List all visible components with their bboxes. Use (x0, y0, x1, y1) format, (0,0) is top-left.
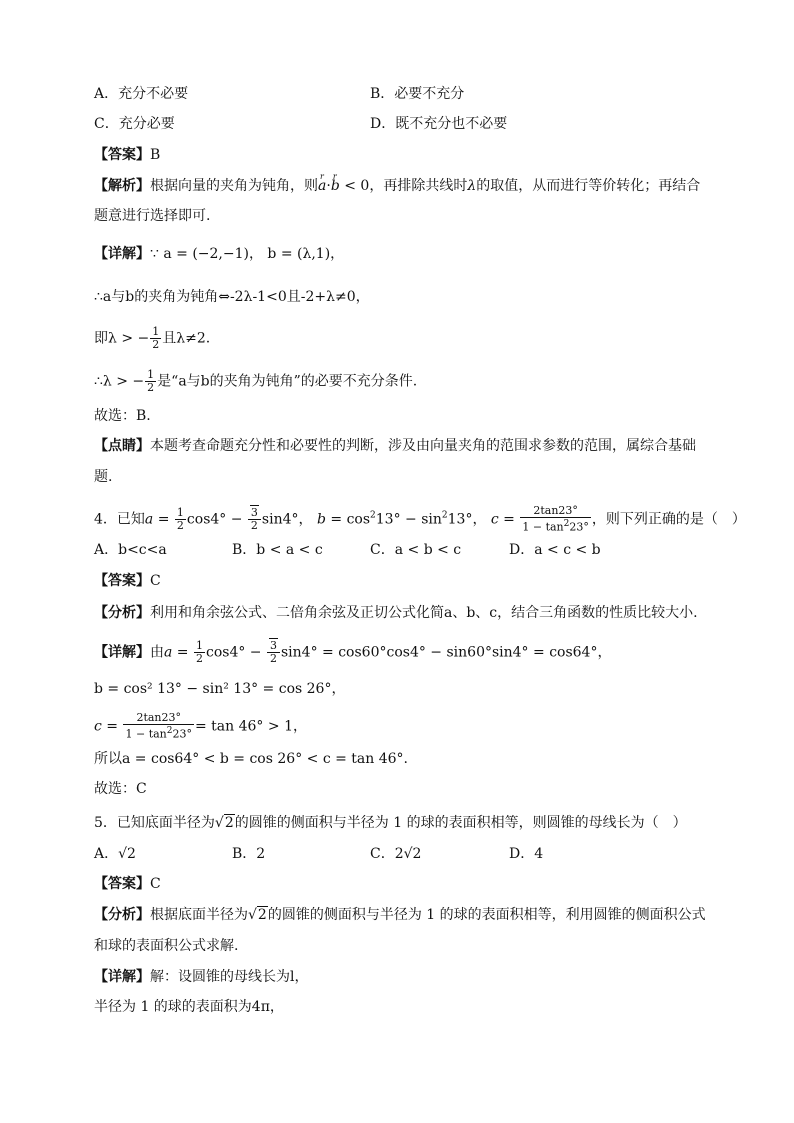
q3-answer-value: B (150, 147, 161, 163)
q5-analysis-tag: 【分析】 (94, 907, 150, 923)
q5-option-a: A．√2 (94, 846, 136, 862)
q3-detail-line-1: ∵ a = (−2,−1)， b = (λ,1)， (150, 246, 345, 262)
q3-option-a: A．充分不必要 (94, 86, 189, 102)
q4-detail-line-1-b: sin4° = cos60°cos4° − sin60°sin4° = cos64°， (281, 644, 612, 661)
q3-lambda: λ (467, 178, 477, 194)
q5-detail-line-1: 解：设圆锥的母线长为l， (150, 969, 309, 985)
q4-frac-sqrt3: $\frac{3}{2}$ (248, 507, 261, 532)
q5-analysis-line-2: 和球的表面积公式求解. (94, 938, 239, 954)
q3-comment-line-2: 题. (94, 469, 113, 485)
q5-analysis: 【分析】根据底面半径为√2的圆锥的侧面积与半径为 1 的球的表面积相等，利用圆锥的侧面积公式 (94, 907, 706, 923)
q3-vector-b: r b (331, 177, 340, 195)
q5-analysis-b: 的圆锥的侧面积与半径为 1 的球的表面积相等，利用圆锥的侧面积公式 (267, 907, 706, 923)
q5-detail-line-2: 半径为 1 的球的表面积为4π， (94, 999, 284, 1015)
q3-analysis: 【解析】根据向量的夹角为钝角，则r a·r b < 0，再排除共线时λ的取值，从而进行等价转化；再结合 (94, 177, 700, 195)
q4-detail-tag: 【详解】 (94, 644, 150, 661)
q3-analysis-text-3: 的取值，从而进行等价转化；再结合 (476, 178, 701, 194)
q5-answer-tag: 【答案】 (94, 876, 150, 892)
q4-analysis (94, 604, 698, 622)
q4-detail-line-3-b: = tan 46° > 1， (195, 718, 307, 735)
q5-detail (94, 968, 308, 986)
q4-option-d: D．a < c < b (509, 542, 601, 558)
q4-answer-tag: 【答案】 (94, 573, 150, 589)
q3-detail-line-4-a: ∴λ > − (94, 373, 145, 390)
q4-analysis-text: 利用和角余弦公式、二倍角余弦及正切公式化简a、b、c，结合三角函数的性质比较大小. (150, 605, 698, 621)
q4-option-b: B．b < a < c (232, 542, 323, 558)
q4-stem-b: ，则下列正确的是（ ） (591, 511, 746, 528)
q3-comment-line-1: 本题考查命题充分性和必要性的判断，涉及由向量夹角的范围求参数的范围，属综合基础 (150, 438, 696, 454)
q4-detail-line-1-a: 由 (150, 644, 164, 661)
q4-choose: 故选：C (94, 781, 147, 797)
q4-option-a: A．b<c<a (94, 542, 167, 558)
q3-detail-line-3 (94, 326, 210, 351)
q4-detail-line-2: b = cos² 13° − sin² 13° = cos 26°， (94, 681, 346, 697)
q3-detail-line-4-b: 是“a与b的夹角为钝角”的必要不充分条件. (157, 373, 418, 390)
q3-analysis-tag: 【解析】 (94, 178, 150, 194)
q5-option-d: D．4 (509, 846, 544, 862)
q3-detail-tag: 【详解】 (94, 246, 150, 262)
q5-stem-b: 的圆锥的侧面积与半径为 1 的球的表面积相等，则圆锥的母线长为（ ） (234, 815, 687, 831)
q5-option-b: B．2 (232, 846, 266, 862)
q3-comment (94, 437, 696, 455)
q3-detail-line-2: ∴a与b的夹角为钝角⇔-2λ-1<0且-2+λ≠0， (94, 289, 370, 305)
q4-detail-frac-tan: $\frac{2\tan 23^\circ}{1 - \tan^223^\circ}$ (125, 711, 192, 741)
q5-option-c: C．2√2 (370, 846, 422, 862)
q3-detail (94, 245, 344, 263)
q3-choose: 故选：B. (94, 408, 151, 424)
q4-stem-a: 4．已知 (94, 511, 145, 528)
q3-option-d: D．既不充分也不必要 (370, 116, 508, 132)
q4-detail-line-4: 所以a = cos64° < b = cos 26° < c = tan 46°. (94, 751, 408, 767)
q4-detail-frac-sqrt3: $\frac{3}{2}$ (267, 640, 280, 665)
q3-comment-tag: 【点睛】 (94, 438, 150, 454)
q4-frac-tan: $\frac{2\tan 23^\circ}{1 - \tan^223^\circ}$ (522, 504, 589, 534)
q4-detail: 【详解】由a = $\frac{1}{2}$ cos4° − $\frac{3}{2}$ sin4° = cos60°cos4° − sin60°sin4° = cos64°， (94, 639, 612, 665)
q5-answer (94, 875, 161, 893)
q3-fraction-half-2: $\frac{1}{2}$ (147, 368, 155, 394)
q3-answer-tag: 【答案】 (94, 147, 150, 163)
q4-option-c: C．a < b < c (370, 542, 462, 558)
q3-option-b: B．必要不充分 (370, 86, 465, 102)
q4-stem: 4．已知a = $\frac{1}{2}$ cos4° − $\frac{3}{2}$ sin4°， $b = \cos^213^\circ - \sin^213^\circ$， c = $\frac{2\tan 23^\circ}{1 - \tan^223^\circ}$ ，则下列正确的是（ ） (94, 504, 746, 534)
q3-analysis-text-2: ，再排除共线时 (369, 178, 468, 194)
q5-analysis-a: 根据底面半径为 (150, 907, 248, 923)
q3-fraction-half: $\frac{1}{2}$ (152, 325, 160, 351)
q5-detail-tag: 【详解】 (94, 969, 150, 985)
q3-analysis-text-1: 根据向量的夹角为钝角，则 (150, 178, 318, 194)
q3-option-c: C．充分必要 (94, 116, 175, 132)
q4-answer-value: C (150, 573, 161, 589)
q4-analysis-tag: 【分析】 (94, 605, 150, 621)
q3-detail-line-4 (94, 369, 417, 394)
q3-detail-line-3-b: 且λ≠2. (162, 330, 211, 347)
q3-answer (94, 146, 160, 164)
q4-frac-half: $\frac{1}{2}$ (176, 505, 184, 532)
q3-vector-a: r a (318, 177, 326, 195)
q4-answer (94, 572, 161, 590)
q5-answer-value: C (150, 876, 161, 892)
q4-detail-line-3: c = $\frac{2\tan 23^\circ}{1 - \tan^223^\circ}$ = tan 46° > 1， (94, 711, 307, 741)
q5-stem-a: 5．已知底面半径为 (94, 815, 215, 831)
q3-analysis-line-2: 题意进行选择即可. (94, 208, 211, 224)
q5-stem: 5．已知底面半径为√2的圆锥的侧面积与半径为 1 的球的表面积相等，则圆锥的母线长为（ ） (94, 815, 687, 831)
q3-detail-line-3-a: 即λ > − (94, 330, 150, 347)
q4-detail-frac-half: $\frac{1}{2}$ (196, 639, 203, 665)
